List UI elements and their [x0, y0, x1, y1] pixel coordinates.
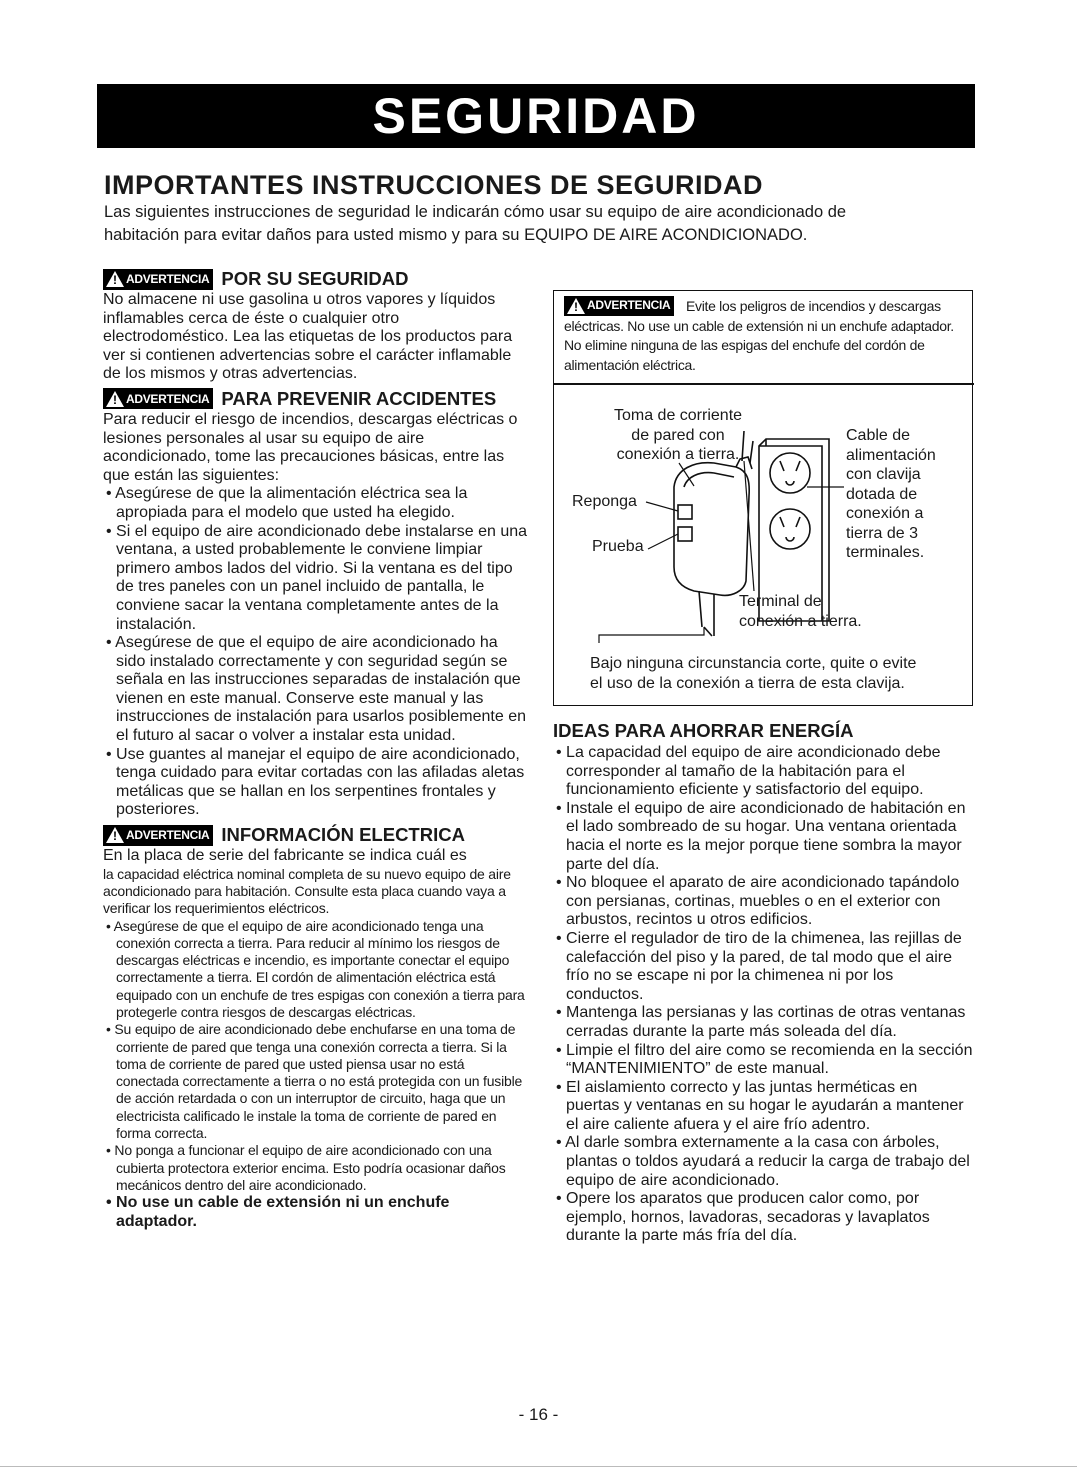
- diagram-caption: Bajo ninguna circunstancia corte, quite o evite el uso de la conexión a tierra de esta clavija.: [590, 655, 917, 692]
- warning-badge: ! ADVERTENCIA: [103, 388, 213, 409]
- list-item: • No bloquee el aparato de aire acondicionado tapándolo con persianas, cortinas, muebles o en el exterior con arbustos, recintos u otros edificios.: [556, 874, 960, 929]
- section-electrica-lead: En la placa de serie del fabricante se indica cuál es: [103, 847, 467, 865]
- section-accidentes-body: Para reducir el riesgo de incendios, descargas eléctricas o lesiones personales al usar su equipo de aire acondicionado, tome las precauciones básicas, entre las que están las siguientes:: [103, 410, 518, 484]
- warning-badge: ! ADVERTENCIA: [564, 296, 674, 316]
- list-item: • Su equipo de aire acondicionado debe enchufarse en una toma de corriente de pared que tenga una conexión correcta a tierra. Si la toma de corriente de pared que usted piensa usar no está conectada correctamente a tierra o no está protegida con un fusible de acción retardada o con un interruptor de circuito, haga que un electricista calificado le instale la toma de corriente de pared en forma correcta.: [106, 1021, 523, 1142]
- warning-triangle-icon: !: [106, 271, 124, 287]
- list-item: • No use un cable de extensión ni un enchufe adaptador.: [106, 1194, 450, 1230]
- warning-triangle-icon: !: [567, 298, 585, 314]
- warning-triangle-icon: !: [106, 827, 124, 843]
- list-item: • Limpie el filtro del aire como se recomienda en la sección “MANTENIMIENTO” de este manual.: [556, 1041, 973, 1078]
- label-test: Prueba: [592, 538, 644, 555]
- banner-title: SEGURIDAD: [372, 88, 700, 144]
- list-item: • Si el equipo de aire acondicionado debe instalarse en una ventana, a usted probablemente le conviene limpiar primero ambos lados del vidrio. Si la ventana es del tipo de tres paneles con un panel incluido de pantalla, le conviene sacar la ventana completamente antes de la instalación.: [106, 522, 528, 633]
- list-item: • Use guantes al manejar el equipo de aire acondicionado, tenga cuidado para evitar cortadas con las afiladas aletas metálicas que se hallan en los serpentines frontales y posteriores.: [106, 745, 525, 819]
- section-electrica-title: INFORMACIÓN ELECTRICA: [221, 824, 465, 846]
- section-seguridad-title: POR SU SEGURIDAD: [221, 268, 409, 289]
- warning-badge: ! ADVERTENCIA: [103, 269, 213, 290]
- main-title: IMPORTANTES INSTRUCCIONES DE SEGURIDAD: [104, 170, 764, 200]
- list-item: • Al darle sombra externamente a la casa con árboles, plantas o toldos ayudará a reducir la carga de trabajo del equipo de aire acondicionado.: [556, 1134, 970, 1189]
- energy-column: [553, 744, 973, 1246]
- warning-box: [553, 290, 973, 706]
- list-item: • Cierre el regulador de tiro de la chimenea, las rejillas de calefacción del piso y la pared, de tal modo que el aire frío no se escape ni por la chimenea ni por los conductos.: [556, 929, 962, 1003]
- list-item: • Asegúrese de que el equipo de aire acondicionado tenga una conexión correcta a tierra. Para reducir al mínimo los riesgos de descargas eléctricas e incendio, es importante conectar el equipo correctamente a tierra. El cordón de alimentación eléctrica está equipado con un enchufe de tres espigas con conexión a tierra para protegerle contra riesgos de descargas eléctricas.: [106, 917, 525, 1020]
- list-item: • Instale el equipo de aire acondicionado de habitación en el lado sombreado de su hogar. Una ventana orientada hacia el norte es la mejor porque tiene sombra la mayor parte del día.: [556, 799, 966, 873]
- list-item: • Asegúrese de que la alimentación eléctrica sea la apropiada para el modelo que usted ha elegido.: [106, 485, 468, 521]
- energy-title: IDEAS PARA AHORRAR ENERGÍA: [553, 720, 854, 741]
- intro-line-2: habitación para evitar daños para usted mismo y para su EQUIPO DE AIRE ACONDICIONADO.: [104, 226, 808, 244]
- label-reset: Reponga: [572, 493, 637, 510]
- section-accidentes-heading: [103, 387, 528, 411]
- section-electrica-bold-list: [103, 1194, 528, 1231]
- page-number: - 16 -: [518, 1405, 559, 1424]
- label-outlet: Toma de corriente de pared con conexión a tierra.: [613, 407, 743, 463]
- section-seguridad-body: No almacene ni use gasolina u otros vapores y líquidos inflamables cerca de éste o cualquier otro electrodoméstico. Lea las etiquetas de los productos para ver si contienen advertencias sobre el carácter inflamable de los mismos y otras advertencias.: [103, 291, 513, 383]
- list-item: • La capacidad del equipo de aire acondicionado debe corresponder al tamaño de la habitación para el funcionamiento eficiente y satisfactorio del equipo.: [556, 744, 941, 799]
- section-accidentes-list: [103, 485, 528, 820]
- list-item: • No ponga a funcionar el equipo de aire acondicionado con una cubierta protectora exterior encima. Esto podría ocasionar daños mecánicos dentro del aire acondicionado.: [106, 1142, 506, 1193]
- energy-list: [553, 744, 973, 1246]
- section-electrica-heading: [103, 823, 528, 847]
- section-seguridad-heading: [103, 267, 528, 291]
- list-item: • Opere los aparatos que producen calor como, por ejemplo, hornos, lavadoras, secadoras y lavaplatos durante la parte más fría del día.: [556, 1190, 930, 1245]
- section-accidentes-title: PARA PREVENIR ACCIDENTES: [221, 387, 497, 409]
- section-electrica-body: la capacidad eléctrica nominal completa de su nuevo equipo de aire acondicionado para habitación. Consulte esta placa cuando vaya a verificar los requerimientos eléctricos.: [103, 865, 511, 917]
- list-item: • Mantenga las persianas y las cortinas de otras ventanas cerradas durante la parte más soleada del día.: [556, 1004, 966, 1040]
- page-banner: [97, 84, 975, 148]
- intro-line-1: Las siguientes instrucciones de seguridad le indicarán cómo usar su equipo de aire acondicionado de: [104, 203, 847, 221]
- warning-badge: ! ADVERTENCIA: [103, 825, 213, 846]
- warning-triangle-icon: !: [106, 391, 124, 407]
- label-terminal: Terminal de conexión a tierra.: [739, 593, 862, 630]
- label-cord: Cable de alimentación con clavija dotada de conexión a tierra de 3 terminales.: [846, 427, 936, 561]
- left-column: [103, 267, 528, 1231]
- list-item: • Asegúrese de que el equipo de aire acondicionado ha sido instalado correctamente y con seguridad según se señala en las instrucciones separadas de instalación que vienen en este manual. Conserve este manual y las instrucciones de instalación para usarlos posiblemente en el futuro al sacar o volver a instalar esta unidad.: [106, 634, 527, 745]
- warning-box-text: ! ADVERTENCIA Evite los peligros de incendios y descargas eléctricas. No use un cable de extensión ni un enchufe adaptador. No elimine ninguna de las espigas del enchufe del cordón de alimentación eléctrica.: [564, 298, 954, 373]
- section-electrica-list: [103, 918, 528, 1195]
- footer-divider: [0, 1466, 1077, 1467]
- list-item: • El aislamiento correcto y las juntas herméticas en puertas y ventanas en su hogar le ayudarán a mantener el aire caliente afuera y el aire frío adentro.: [556, 1078, 964, 1133]
